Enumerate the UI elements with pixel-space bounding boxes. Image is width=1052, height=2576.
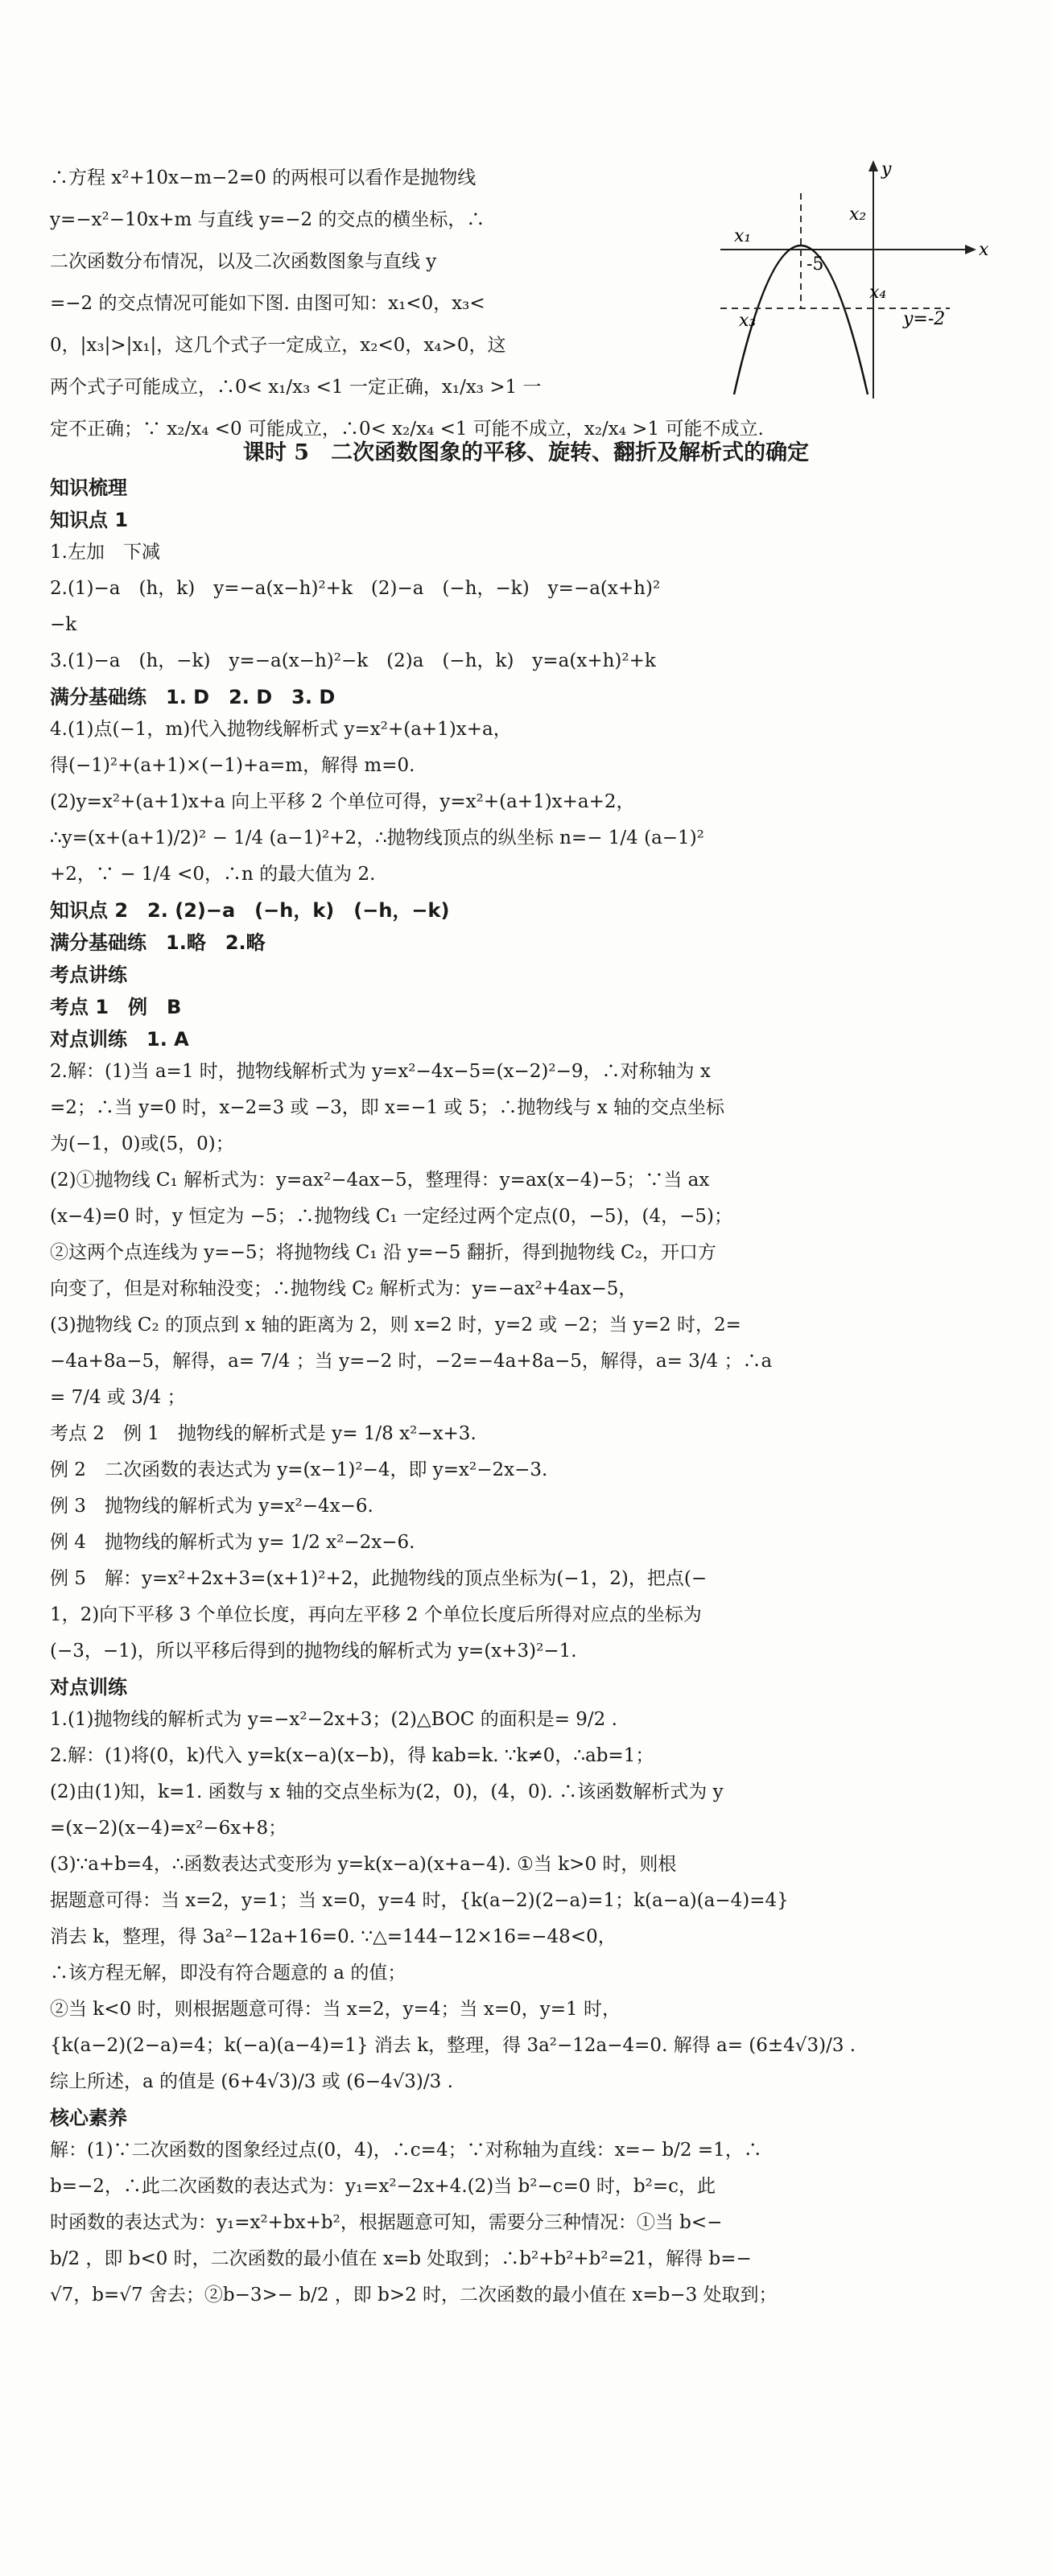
answer-line: (2)①抛物线 C₁ 解析式为：y=ax²−4ax−5，整理得：y=ax(x−4)−5；∵当 ax [50,1170,710,1191]
answer-line: 消去 k，整理，得 3a²−12a+16=0. ∵△=144−12×16=−48<0， [50,1926,617,1947]
answer-line: 2.(1)−a (h，k) y=−a(x−h)²+k (2)−a (−h，−k) y=−a(x+h)² [50,578,661,599]
section-heading: 对点训练 [50,1676,127,1699]
label-axis-x: x [979,240,989,260]
answer-line: ∴y=(x+(a+1)/2)² − 1/4 (a−1)²+2，∴抛物线顶点的纵坐标 n=− 1/4 (a−1)² [50,828,704,848]
label-y-minus-2: y=-2 [903,309,946,329]
answer-line: 向变了，但是对称轴没变；∴抛物线 C₂ 解析式为：y=−ax²+4ax−5， [50,1278,637,1299]
section-heading: 满分基础练 1. D 2. D 3. D [50,686,336,708]
answer-line: 1，2)向下平移 3 个单位长度，再向左平移 2 个单位长度后所得对应点的坐标为 [50,1604,702,1625]
answer-line: {k(a−2)(2−a)=4；k(−a)(a−4)=1} 消去 k，整理，得 3a²−12a−4=0. 解得 a= (6±4√3)/3 . [50,2035,856,2056]
answer-line: b/2 ，即 b<0 时，二次函数的最小值在 x=b 处取到；∴b²+b²+b²=21，解得 b=− [50,2248,752,2269]
answer-line: (3)抛物线 C₂ 的顶点到 x 轴的距离为 2，则 x=2 时，y=2 或 −2；当 y=2 时，2= [50,1315,741,1335]
answer-line: 例 4 抛物线的解析式为 y= 1/2 x²−2x−6. [50,1532,415,1553]
answer-line: 据题意可得：当 x=2，y=1；当 x=0，y=4 时，{k(a−2)(2−a)=1；k(a−a)(a−4)=4} [50,1890,789,1911]
answer-line: (−3，−1)，所以平移后得到的抛物线的解析式为 y=(x+3)²−1. [50,1641,577,1662]
answer-line: (2)由(1)知，k=1. 函数与 x 轴的交点坐标为(2，0)，(4，0). ∴该函数解析式为 y [50,1781,724,1802]
answer-line: −4a+8a−5，解得，a= 7/4 ；当 y=−2 时，−2=−4a+8a−5，解得，a= 3/4 ；∴a [50,1351,773,1372]
section-heading: 核心素养 [50,2107,127,2129]
answer-line: (x−4)=0 时，y 恒定为 −5；∴抛物线 C₁ 一定经过两个定点(0，−5)，(4，−5)； [50,1206,732,1227]
answer-line: 3.(1)−a (h，−k) y=−a(x−h)²−k (2)a (−h，k) y=a(x+h)²+k [50,650,656,671]
lesson-title: 课时 5 二次函数图象的平移、旋转、翻折及解析式的确定 [242,440,810,465]
x-axis-arrow [965,245,976,254]
label-minus-5: -5 [807,254,824,275]
answer-line: ∴该方程无解，即没有符合题意的 a 的值； [50,1963,406,1984]
section-heading: 考点讲练 [50,964,127,986]
answer-line: 得(−1)²+(a+1)×(−1)+a=m，解得 m=0. [50,755,415,776]
answer-line: =2；∴当 y=0 时，x−2=3 或 −3，即 x=−1 或 5；∴抛物线与 x 轴的交点坐标 [50,1097,725,1118]
answer-line: ②当 k<0 时，则根据题意可得：当 x=2，y=4；当 x=0，y=1 时， [50,1999,621,2020]
y-axis-arrow [868,160,878,171]
answer-line: 1.(1)抛物线的解析式为 y=−x²−2x+3；(2)△BOC 的面积是= 9/2 . [50,1709,617,1730]
section-heading: 知识点 2 2. (2)−a (−h，k) (−h，−k) [50,899,450,922]
answer-line: 例 5 解：y=x²+2x+3=(x+1)²+2，此抛物线的顶点坐标为(−1，2)，把点(− [50,1568,708,1589]
answer-line: 综上所述，a 的值是 (6+4√3)/3 或 (6−4√3)/3 . [50,2071,453,2092]
answer-line: 2.解：(1)当 a=1 时，抛物线解析式为 y=x²−4x−5=(x−2)²−9，∴对称轴为 x [50,1061,711,1082]
answer-line: 考点 2 例 1 抛物线的解析式是 y= 1/8 x²−x+3. [50,1423,476,1444]
answer-line: 为(−1，0)或(5，0)； [50,1133,234,1154]
answer-line: 例 2 二次函数的表达式为 y=(x−1)²−4，即 y=x²−2x−3. [50,1459,548,1480]
answer-line: = 7/4 或 3/4 ； [50,1387,186,1408]
intro-line: =−2 的交点情况可能如下图. 由图可知：x₁<0，x₃< [50,293,485,314]
answer-line: 4.(1)点(−1，m)代入抛物线解析式 y=x²+(a+1)x+a， [50,719,512,740]
label-x2: x₂ [849,204,867,225]
answer-line: 2.解：(1)将(0，k)代入 y=k(x−a)(x−b)，得 kab=k. ∵k≠0，∴ab=1； [50,1745,654,1766]
answer-line: =(x−2)(x−4)=x²−6x+8； [50,1818,287,1839]
label-x1: x₁ [734,226,752,246]
section-heading: 知识梳理 [50,477,127,499]
section-heading: 对点训练 1. A [50,1028,189,1051]
label-x3: x₃ [739,311,757,331]
answer-line: 1.左加 下减 [50,542,160,563]
label-x4: x₄ [869,283,887,303]
intro-line: ∴方程 x²+10x−m−2=0 的两根可以看作是抛物线 [50,167,476,188]
section-heading: 满分基础练 1.略 2.略 [50,931,266,954]
answer-line: b=−2，∴此二次函数的表达式为：y₁=x²−2x+4.(2)当 b²−c=0 时，b²=c，此 [50,2176,716,2197]
answer-line: (2)y=x²+(a+1)x+a 向上平移 2 个单位可得，y=x²+(a+1)x+a+2， [50,791,635,812]
answer-line: 例 3 抛物线的解析式为 y=x²−4x−6. [50,1496,373,1517]
answer-line: ②这两个点连线为 y=−5；将抛物线 C₁ 沿 y=−5 翻折，得到抛物线 C₂，开口方 [50,1242,716,1263]
answer-line: √7，b=√7 舍去；②b−3>− b/2 ，即 b>2 时，二次函数的最小值在 x=b−3 处取到； [50,2285,778,2306]
answer-line: 时函数的表达式为：y₁=x²+bx+b²，根据题意可知，需要分三种情况：①当 b<− [50,2212,723,2233]
intro-line: 二次函数分布情况，以及二次函数图象与直线 y [50,251,437,272]
answer-line: −k [50,614,77,635]
intro-paragraph [50,165,764,458]
intro-line: 0，|x₃|>|x₁|，这几个式子一定成立，x₂<0，x₄>0，这 [50,335,506,356]
section-heading: 知识点 1 [50,509,129,531]
parabola-figure [716,157,998,402]
section-heading: 考点 1 例 B [50,996,182,1018]
answer-body [50,475,1008,2318]
intro-line: y=−x²−10x+m 与直线 y=−2 的交点的横坐标，∴ [50,209,485,230]
label-axis-y: y [881,159,892,180]
answer-line: 解：(1)∵二次函数的图象经过点(0，4)，∴c=4；∵对称轴为直线：x=− b/2 =1，∴ [50,2140,762,2161]
intro-line: 定不正确；∵ x₂/x₄ <0 可能成立，∴0< x₂/x₄ <1 可能不成立，x₂/x₄ >1 可能不成立. [50,419,764,440]
answer-line: +2，∵ − 1/4 <0，∴n 的最大值为 2. [50,864,376,885]
answer-line: (3)∵a+b=4，∴函数表达式变形为 y=k(x−a)(x+a−4). ①当 k>0 时，则根 [50,1854,677,1875]
intro-line: 两个式子可能成立，∴0< x₁/x₃ <1 一定正确，x₁/x₃ >1 一 [50,377,542,398]
